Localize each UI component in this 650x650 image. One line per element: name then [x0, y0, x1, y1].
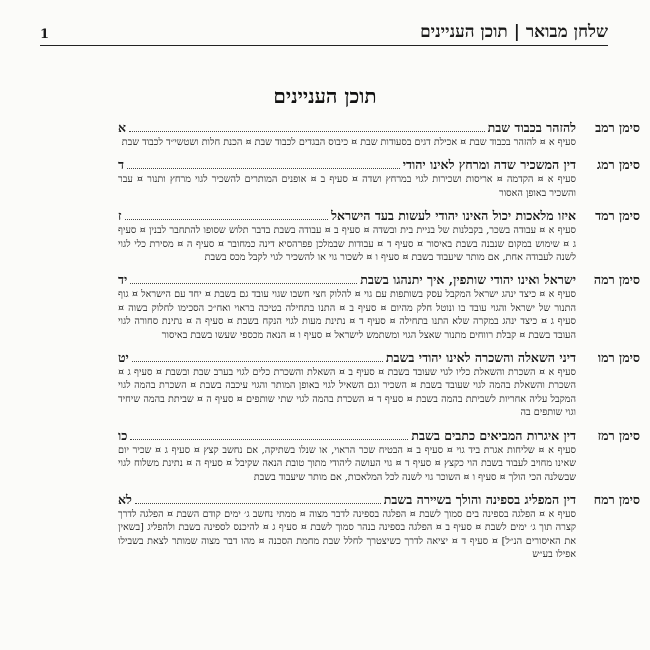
- header-page-number: 1: [40, 27, 50, 42]
- entry-title: דין איגרות המביאים כתבים בשבת: [411, 427, 576, 443]
- siman-number: סימן רמב: [595, 120, 640, 135]
- entry-summary: סעיף א ¤ הפלגה בספינה בים סמוך לשבת ¤ הפלגה בספינה לדבר מצוה ¤ ממתי נחשב ג׳ ימים קודם השבת ¤ הפלגה לדרך קצרה תוך ג׳ ימים לשבת ¤ סעיף ב ¤ הפלגה בספינה בנהר סמוך לשבת ¤ סעיף ג ¤ להיכנס לספינה בשבת ולהפליג [בשאין את האיסורים הנ״ל] ¤ סעיף ד ¤ יציאה לדרך כשיצטרך לחלל שבת מחמת הסכנה ¤ מהו דבר מצוה שמותר לצאת בשבילו אפילו בע״ש: [118, 508, 576, 561]
- entry-page-number: א: [118, 120, 127, 135]
- entry-summary: סעיף א ¤ עבודה בשכר, בקבלנות של בניית בית ובשדה ¤ סעיף ב ¤ עבודה בשבת בדבר תלוש שסופו להתחבר לבנין ¤ סעיף ג ¤ שימוש במקום שנבנה בשבת באיסור ¤ סעיף ד ¤ עבודות שבמלכן פפרהסיא דינה כמחובר ¤ סעיף ה ¤ מסירת כלי לגוי לשנה לעבודה אחת, אם מותר שיעבוד בשבת ¤ סעיף ו ¤ לשכור גוי או להשכיר לגוי לקבל מכס בשבת: [118, 225, 576, 264]
- toc-entry-head[interactable]: [118, 427, 640, 444]
- entry-summary: סעיף א ¤ הקדמה ¤ אריסות ושכירות לגוי במרחץ ושדה ¤ סעיף ב ¤ אופנים המותרים להשכיר לגוי מרחץ ותנור ¤ עבר והשכיר באופן האסור: [118, 174, 576, 199]
- toc-title: תוכן העניינים: [273, 84, 377, 108]
- dot-leader: [125, 218, 329, 220]
- toc-entry[interactable]: [118, 120, 640, 149]
- entry-page-number: יט: [118, 350, 129, 366]
- header-title: שלחן מבואר | תוכן העניינים: [420, 22, 608, 42]
- toc-entry[interactable]: [118, 157, 640, 200]
- toc-entry-head[interactable]: [118, 272, 640, 288]
- siman-number: סימן רמד: [595, 208, 640, 224]
- toc-entry-head[interactable]: [118, 208, 640, 224]
- dot-leader: [132, 360, 383, 362]
- entry-title: דין המפליג בספינה והולך בשיירה בשבת: [383, 491, 576, 507]
- siman-number: סימן רמו: [597, 350, 640, 366]
- entry-page-number: ד: [118, 157, 125, 173]
- running-header: [40, 18, 608, 46]
- siman-number: סימן רמג: [596, 157, 640, 173]
- dot-leader: [130, 438, 408, 440]
- entry-summary: סעיף א ¤ השכרת והשאלת כליו לגוי שעובד בשבת ¤ סעיף ב ¤ השאלת והשכרת כלים לגוי בערב שבת ובשבת ¤ סעיף ג ¤ השכרת והשאלת בהמה לגוי שעובד בשבת ¤ השכיר וגם השאיל לגוי באופן המותר והגוי עיכבה בשבת ¤ השכרת בהמה לגוי המקבל עליה אחריות לשביתת בהמה בשבת ¤ סעיף ד ¤ השכרת בהמה לגוי שתי שותפים ¤ סעיף ה ¤ שביתת בהמה שיחיד וגוי שותפים בה: [118, 367, 576, 419]
- toc-entry[interactable]: [118, 272, 640, 342]
- toc-entry[interactable]: [118, 208, 640, 264]
- toc-entry-head[interactable]: [118, 350, 640, 366]
- entry-title: דיני השאלה והשכרה לאינו יהודי בשבת: [385, 350, 576, 366]
- entry-summary: סעיף א ¤ להזהר בכבוד שבת ¤ אכילת דגים בסעודות שבת ¤ כיבוס הבגדים לכבוד שבת ¤ הכנת חלות ושטשי״ד לכבוד שבת: [121, 137, 576, 148]
- entry-summary: סעיף א ¤ שליחות אגרת ביד גוי ¤ סעיף ב ¤ הבטיח שכר הראוי, או שנלו בשתיקה, אם נחשב קצץ ¤ סעיף ג ¤ שכיר יום שאינו מחויב לעבוד בשבת הוי כקצץ ¤ סעיף ד ¤ גוי העושה ליהודי מתוך טובת הנאה שקיבל ¤ סעיף ה ¤ נתינת משלוח לגוי שבשלנה הכי הולך ¤ סעיף ו ¤ השוכר גוי לשנה לכל המלאכות, אם מותר שיעבוד בשבת: [118, 444, 576, 483]
- toc-entry[interactable]: [118, 427, 640, 484]
- siman-number: סימן רמז: [597, 427, 640, 443]
- toc-entry[interactable]: [118, 350, 640, 420]
- entry-page-number: לא: [118, 491, 132, 507]
- entry-title: דין המשכיר שדה ומרחץ לאינו יהודי: [402, 157, 576, 173]
- dot-leader: [135, 502, 381, 504]
- dot-leader: [127, 167, 400, 169]
- toc-entry-head[interactable]: [118, 157, 640, 173]
- toc-list: [118, 120, 640, 570]
- entry-title: להזהר בכבוד שבת: [487, 120, 576, 135]
- entry-page-number: כו: [118, 427, 128, 443]
- toc-entry-head[interactable]: [118, 491, 640, 508]
- dot-leader: [129, 130, 485, 132]
- entry-title: איזו מלאכות יכול האינו יהודי לעשות בעד הישראל: [331, 208, 576, 224]
- siman-number: סימן רמה: [593, 272, 640, 288]
- toc-entry[interactable]: [118, 491, 640, 562]
- entry-page-number: יד: [118, 272, 128, 288]
- toc-entry-head[interactable]: [118, 120, 640, 136]
- entry-page-number: ז: [118, 208, 122, 224]
- entry-title: ישראל ואינו יהודי שותפין, איך יתנהגו בשבת: [360, 272, 576, 288]
- entry-summary: סעיף א ¤ כיצד ינהג ישראל המקבל עסק בשותפות עם גוי ¤ להלוק חצי חשבו שגוי עובד גם בשבת ¤ יחד עם הישראל ¤ גוף התנור של ישראל והגוי עובד בו ונוטל חלק מהיום ¤ סעיף ב ¤ התנו בתחילה בטיכה בראוי ואח״כ הסכימו לחלוק בשוה ¤ סעיף ג ¤ כיצד ינהג במקרה שלא התנו בתחילה ¤ סעיף ד ¤ נתינת מעות לגוי הנקח בשבת ¤ סעיף ה ¤ נתינת סחורה לגוי העובד בשבת ¤ קבלת רווחים מתנור שאצל הגוי ומשתמש לישראל ¤ סעיף ו ¤ הנאה מכספי שעשו בשבת באיסור: [118, 289, 576, 341]
- dot-leader: [130, 282, 357, 284]
- siman-number: סימן רמח: [593, 491, 640, 507]
